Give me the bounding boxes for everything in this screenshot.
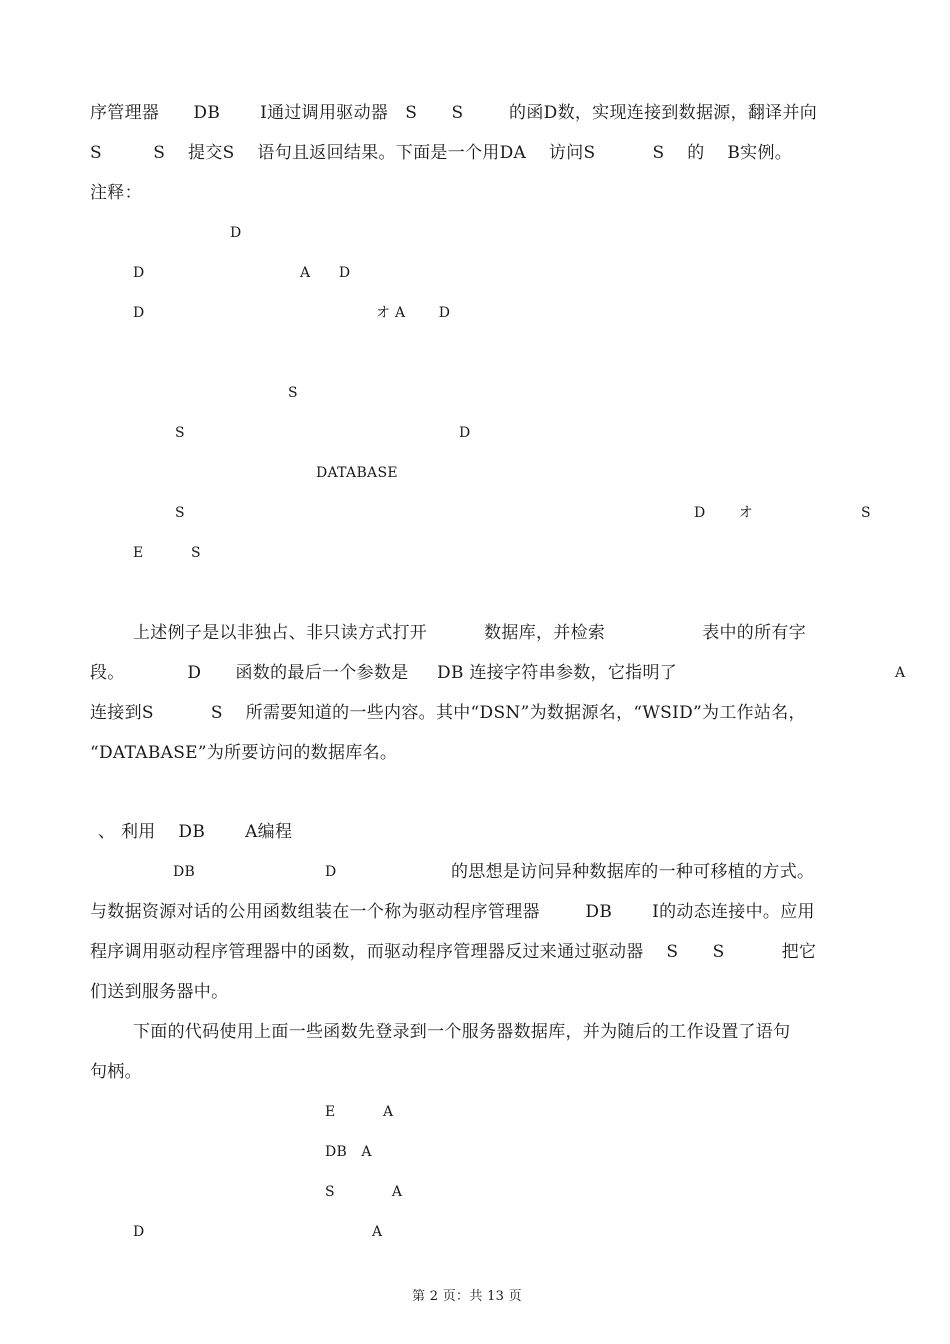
para3-line1-a: DB bbox=[173, 864, 196, 880]
code2-line2: DB A bbox=[325, 1144, 372, 1160]
page-footer: 第 2 页：共 13 页 bbox=[412, 1289, 522, 1304]
para1-line3: 注释： bbox=[90, 183, 142, 203]
para2-line4: “DATABASE”为所要访问的数据库名。 bbox=[90, 743, 398, 763]
code2-line3: S A bbox=[325, 1184, 403, 1200]
para2-line3: 连接到S S 所需要知道的一些内容。其中“DSN”为数据源名，“WSID”为工作站名， bbox=[90, 703, 806, 723]
para4-line1: 下面的代码使用上面一些函数先登录到一个服务器数据库，并为随后的工作设置了语句 bbox=[133, 1022, 791, 1042]
para3-line3: 程序调用驱动程序管理器中的函数，而驱动程序管理器反过来通过驱动器 S S 把它 bbox=[90, 942, 817, 962]
code1-line2-b: A D bbox=[300, 265, 351, 281]
para3-line2: 与数据资源对话的公用函数组装在一个称为驱动程序管理器 DB I的动态连接中。应用 bbox=[90, 902, 815, 922]
para3-line4: 们送到服务器中。 bbox=[90, 982, 229, 1002]
code1-line3-a: D bbox=[133, 305, 145, 321]
section-heading: 、 利用 DB A编程 bbox=[98, 822, 293, 842]
code1-line1: D bbox=[230, 225, 242, 241]
para4-line2: 句柄。 bbox=[90, 1062, 142, 1082]
para3-line1-c: 的思想是访问异种数据库的一种可移植的方式。 bbox=[451, 862, 815, 882]
code2-line4-b: A bbox=[372, 1224, 383, 1240]
code1-line7-b: D オ bbox=[694, 505, 754, 521]
code1-line8: E S bbox=[133, 545, 201, 561]
para2-line2: 段。 D 函数的最后一个参数是 DB 连接字符串参数，它指明了 bbox=[90, 663, 678, 683]
code1-line6: DATABASE bbox=[316, 465, 398, 481]
code2-line4-a: D bbox=[133, 1224, 145, 1240]
code1-line5-b: D bbox=[459, 425, 471, 441]
code1-line4: S bbox=[288, 385, 298, 401]
para1-line1: 序管理器 DB I通过调用驱动器 S S 的函D数，实现连接到数据源，翻译并向 bbox=[90, 103, 818, 123]
code1-line7-a: S bbox=[175, 505, 185, 521]
para2-line1: 上述例子是以非独占、非只读方式打开 数据库，并检索 表中的所有字 bbox=[133, 623, 807, 643]
code2-line1: E A bbox=[325, 1104, 394, 1120]
code1-line7-c: S bbox=[861, 505, 871, 521]
para1-line2: S S 提交S 语句且返回结果。下面是一个用DA 访问S S 的 B实例。 bbox=[90, 143, 793, 163]
code1-line2-a: D bbox=[133, 265, 145, 281]
para3-line1-b: D bbox=[325, 864, 337, 880]
para2-line2-end: A bbox=[895, 665, 906, 681]
code1-line3-b: オ A D bbox=[376, 305, 451, 321]
code1-line5-a: S bbox=[175, 425, 185, 441]
